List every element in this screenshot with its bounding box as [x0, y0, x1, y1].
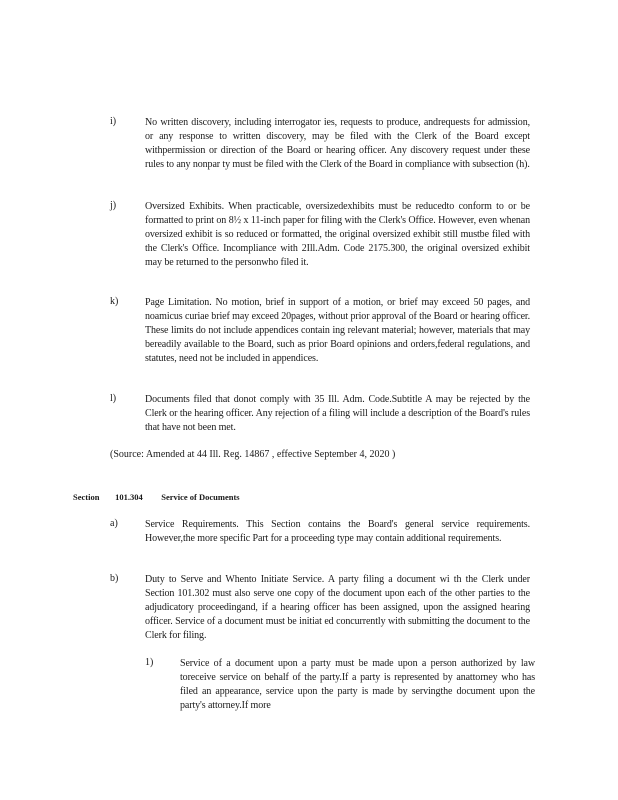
subsection-label: 1) — [145, 657, 154, 668]
paragraph-text: Oversized Exhibits. When practicable, oversizedexhibits must be reducedto conform to or be formatted to print on 8½ x 11-inch paper for filing with the Clerk's Office. However, even whenan oversized exhibit is so reduced or formatted, the original oversized exhibit still mustbe filed with the Clerk's Office. Incompliance with 2Ill.Adm. Code 2175.300, the original oversized exhibit may be returned to the personwho filed it. — [145, 201, 530, 268]
subsection-label: b) — [110, 573, 119, 584]
paragraph-label: j) — [110, 200, 117, 211]
subsection-label: a) — [110, 518, 118, 529]
subsection-text: Service Requirements. This Section contains the Board's general service requirements. However,the more specific Part for a proceeding type may contain additional requirements. — [145, 519, 530, 544]
subsection-text: Service of a document upon a party must be made upon a person authorized by law toreceive service on behalf of the party.If a party is represented by anattorney who has filed an appearance, service upon the party is made by servingthe document upon the party's attorney.If more — [180, 658, 535, 711]
paragraph-label: i) — [110, 116, 117, 127]
subsection-text: Duty to Serve and Whento Initiate Service. A party filing a document wi th the Clerk under Section 101.302 must also serve one copy of the document upon each of the other parties to the adjudicatory proceedingand, if a hearing officer has been assigned, upon the assigned hearing officer. Service of a document must be initiat ed concurrently with submitting the document to the Clerk for filing. — [145, 574, 530, 641]
subsection-b — [110, 573, 530, 643]
paragraph-text: Page Limitation. No motion, brief in support of a motion, or brief may exceed 50 pages, and noamicus curiae brief may exceed 20pages, without prior approval of the Board or hearing officer. These limits do not include appendices contain ing relevant material; however, materials that may bereadily available to the Board, such as prior Board opinions and orders,federal regulations, and statutes, need not be included in appendices. — [145, 297, 530, 364]
paragraph-i — [110, 116, 530, 172]
subsection-b-1 — [145, 657, 535, 713]
source-note: (Source: Amended at 44 Ill. Reg. 14867 , effective September 4, 2020 ) — [110, 449, 396, 460]
paragraph-text: Documents filed that donot comply with 35 Ill. Adm. Code.Subtitle A may be rejected by the Clerk or the hearing officer. Any rejection of a filing will include a description of the Board's rules that have not been met. — [145, 394, 530, 433]
paragraph-label: l) — [110, 393, 117, 404]
section-word: Section — [73, 492, 100, 502]
paragraph-j — [110, 200, 530, 270]
section-heading — [73, 492, 240, 502]
section-number: 101.304 — [115, 492, 143, 502]
paragraph-text: No written discovery, including interrogator ies, requests to produce, andrequests for admission, or any response to written discovery, may be filed with the Clerk of the Board except withpermission or direction of the Board or hearing officer. Any discovery request under these rules to any nonpar ty must be filed with the Clerk of the Board in compliance with subsection (h). — [145, 117, 530, 170]
subsection-a — [110, 518, 530, 546]
paragraph-label: k) — [110, 296, 119, 307]
section-title: Service of Documents — [161, 492, 240, 502]
paragraph-l — [110, 393, 530, 435]
paragraph-k — [110, 296, 530, 366]
